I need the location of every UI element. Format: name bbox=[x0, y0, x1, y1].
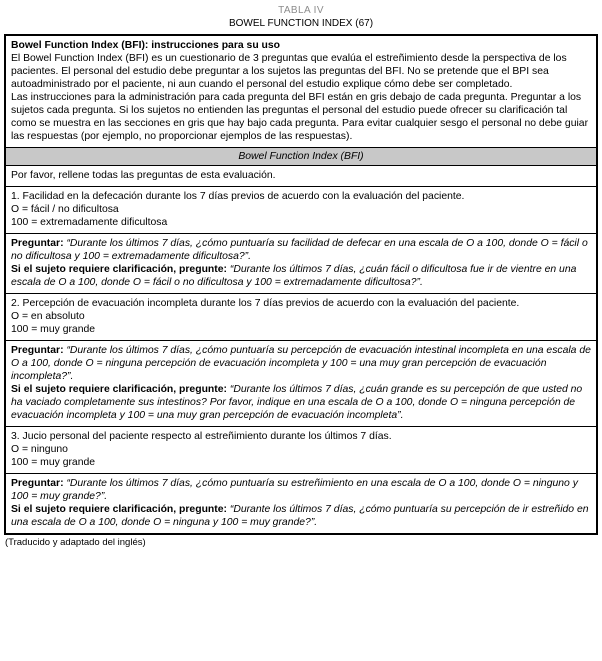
clarify-label: Si el sujeto requiere clarificación, pregunte: bbox=[11, 264, 227, 275]
scale-low: O = fácil / no dificultosa bbox=[11, 204, 119, 215]
ask-label: Preguntar: bbox=[11, 238, 64, 249]
ask-text: “Durante los últimos 7 días, ¿cómo puntuaría su percepción de evacuación intestinal incompleta en una escala de O a 100, donde O = ninguna percepción de evacuación incompleta y 100 = una muy gran percepción de evacuación incompleta?”. bbox=[11, 345, 591, 382]
ask-label: Preguntar: bbox=[11, 478, 64, 489]
fill-instruction-row bbox=[6, 166, 596, 187]
intro-paragraph-1: El Bowel Function Index (BFI) es un cuestionario de 3 preguntas que evalúa el estreñimiento desde la perspectiva de los pacientes. El personal del estudio debe preguntar a los sujetos las preguntas del BFI. No se pretende que el BPI sea autoadministrado por el paciente, ni aun cuando el personal del estudio explique cómo debe ser completado. bbox=[11, 53, 567, 90]
ask-text: “Durante los últimos 7 días, ¿cómo puntuaría su facilidad de defecar en una escala de O a 100, donde O = fácil o no dificultosa y 100 = extremadamente dificultosa?”. bbox=[11, 238, 588, 262]
question-3-instructions-row bbox=[6, 474, 596, 533]
clarify-paragraph bbox=[11, 383, 591, 422]
fill-instruction-text: Por favor, rellene todas las preguntas de esta evaluación. bbox=[11, 170, 276, 181]
question-text: 1. Facilidad en la defecación durante los 7 días previos de acuerdo con la evaluación del paciente. bbox=[11, 191, 465, 202]
clarify-paragraph bbox=[11, 263, 591, 289]
table-footnote: (Traducido y adaptado del inglés) bbox=[5, 537, 146, 548]
ask-paragraph bbox=[11, 477, 591, 503]
question-text: 2. Percepción de evacuación incompleta durante los 7 días previos de acuerdo con la evaluación del paciente. bbox=[11, 298, 520, 309]
question-3-row bbox=[6, 427, 596, 474]
clarify-text: “Durante los últimos 7 días, ¿cómo puntuaría su percepción de ir estreñido en una escala de O a 100, donde O = ninguna y 100 = muy grande?”. bbox=[11, 504, 589, 528]
table-label: TABLA IV bbox=[278, 5, 324, 16]
intro-row bbox=[6, 36, 596, 148]
scale-high: 100 = muy grande bbox=[11, 324, 96, 335]
scale-high: 100 = extremadamente dificultosa bbox=[11, 217, 168, 228]
table-title: BOWEL FUNCTION INDEX (67) bbox=[228, 18, 374, 29]
clarify-text: “Durante los últimos 7 días, ¿cuán fácil o dificultosa fue ir de vientre en una escala de O a 100, donde O = fácil o no dificultosa y 100 = extremadamente dificultosa?”. bbox=[11, 264, 577, 288]
ask-label: Preguntar: bbox=[11, 345, 64, 356]
section-header-row: Bowel Function Index (BFI) bbox=[6, 148, 596, 166]
question-2-row bbox=[6, 294, 596, 341]
scale-low: O = en absoluto bbox=[11, 311, 85, 322]
ask-paragraph bbox=[11, 344, 591, 383]
clarify-paragraph bbox=[11, 503, 591, 529]
clarify-text: “Durante los últimos 7 días, ¿cuán grande es su percepción de que usted no ha vaciado completamente sus intestinos? Por favor, indique en una escala de O a 100, donde O = ninguna percepción de evacuación incompleta y 100 = una muy gran percepción de evacuación incompleta”. bbox=[11, 384, 583, 421]
ask-text: “Durante los últimos 7 días, ¿cómo puntuaría su estreñimiento en una escala de O a 100, donde O = ninguno y 100 = muy grande?”. bbox=[11, 478, 578, 502]
question-2-instructions-row bbox=[6, 341, 596, 427]
question-1-row bbox=[6, 187, 596, 234]
ask-paragraph bbox=[11, 237, 591, 263]
question-1-instructions-row bbox=[6, 234, 596, 294]
intro-title: Bowel Function Index (BFI): instrucciones para su uso bbox=[11, 40, 281, 51]
clarify-label: Si el sujeto requiere clarificación, pregunte: bbox=[11, 504, 227, 515]
scale-high: 100 = muy grande bbox=[11, 457, 96, 468]
table-caption bbox=[4, 5, 598, 30]
question-text: 3. Jucio personal del paciente respecto al estreñimiento durante los últimos 7 días. bbox=[11, 431, 392, 442]
clarify-label: Si el sujeto requiere clarificación, pregunte: bbox=[11, 384, 227, 395]
bfi-table bbox=[4, 34, 598, 535]
scale-low: O = ninguno bbox=[11, 444, 68, 455]
intro-paragraph-2: Las instrucciones para la administración para cada pregunta del BFI están en gris debajo de cada pregunta. Preguntar a los sujetos cada pregunta. Si los sujetos no entienden las preguntas el personal del estudio puede ofrecer su clarificación tal como se muestra en las secciones en gris que hay bajo cada pregunta. Para evitar cualquier sesgo el personal no debe guiar las respuestas (por ejemplo, no proporcionar ejemplos de las respuestas). bbox=[11, 92, 589, 142]
